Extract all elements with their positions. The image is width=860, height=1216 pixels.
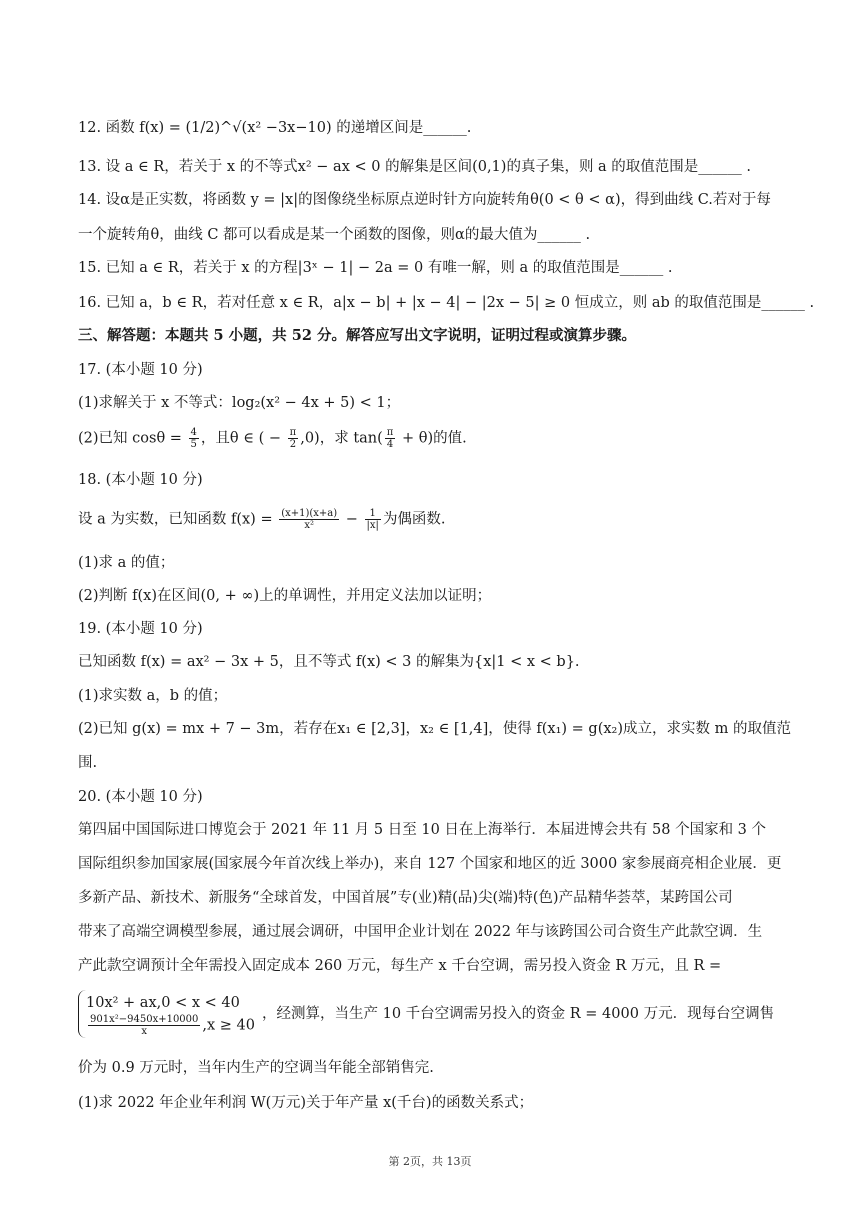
question-18-part-1: (1)求 a 的值； [78, 555, 175, 571]
question-19-part-1: (1)求实数 a，b 的值； [78, 688, 228, 704]
question-12: 12. 函数 f(x) = (1/2)^√(x² −3x−10) 的递增区间是______. [78, 120, 472, 136]
question-20-paragraph-3: 多新产品、新技术、新服务“全球首发，中国首展”专(业)精(品)尖(端)特(色)产品精华荟萃，某跨国公司 [78, 890, 733, 906]
piecewise-case-1: 10x² + ax,0 < x < 40 [86, 995, 240, 1011]
question-13: 13. 设 a ∈ R，若关于 x 的不等式x² − ax < 0 的解集是区间(0,1)的真子集，则 a 的取值范围是______ . [78, 159, 752, 175]
question-19-header: 19. (本小题 10 分) [78, 621, 203, 637]
question-17-header: 17. (本小题 10 分) [78, 362, 203, 378]
question-20-paragraph-7: 价为 0.9 万元时，当年内生产的空调当年能全部销售完. [78, 1060, 434, 1076]
fraction: $\frac{(x+1)(x+a)}{\text{x²}}$ [281, 508, 338, 531]
question-17-part-2: (2)已知 cosθ = $\frac{4}{5}$ ，且θ ∈ ( − $\frac{\pi}{2}$ ,0)，求 tan( $\frac{\pi}{4}$ + θ)的值. [78, 427, 467, 450]
question-19-stem: 已知函数 f(x) = ax² − 3x + 5，且不等式 f(x) < 3 的解集为{x|1 < x < b}. [78, 654, 580, 670]
question-18-stem: 设 a 为实数，已知函数 f(x) = $\frac{(x+1)(x+a)}{\text{x²}}$ − $\frac{1}{|x|}$ 为偶函数. [78, 508, 446, 531]
question-20-paragraph-2: 国际组织参加国家展(国家展今年首次线上举办)，来自 127 个国家和地区的近 3000 家参展商亮相企业展．更 [78, 856, 782, 872]
piecewise-followup: ，经测算，当生产 10 千台空调需另投入的资金 R = 4000 万元．现每台空调售 [262, 1006, 775, 1022]
section-3-heading: 三、解答题：本题共 5 小题，共 52 分。解答应写出文字说明，证明过程或演算步骤。 [78, 327, 636, 344]
question-19-part-2-line-1: (2)已知 g(x) = mx + 7 − 3m，若存在x₁ ∈ [2,3]，x₂ ∈ [1,4]，使得 f(x₁) = g(x₂)成立，求实数 m 的取值范 [78, 721, 791, 737]
question-14-line-2: 一个旋转角θ，曲线 C 都可以看成是某一个函数的图像，则α的最大值为______ . [78, 227, 591, 243]
question-17-part-1: (1)求解关于 x 不等式：log₂(x² − 4x + 5) < 1； [78, 395, 401, 411]
fraction: $\frac{1}{|x|}$ [366, 508, 379, 531]
question-19-part-2-line-2: 围. [78, 755, 98, 771]
question-18-header: 18. (本小题 10 分) [78, 472, 203, 488]
fraction: $\frac{4}{5}$ [190, 427, 197, 450]
page-footer: 第 2页，共 13页 [388, 1155, 472, 1168]
question-14-line-1: 14. 设α是正实数，将函数 y = |x|的图像绕坐标原点逆时针方向旋转角θ(0 < θ < α)，得到曲线 C.若对于每 [78, 192, 771, 208]
question-20-paragraph-5: 产此款空调预计全年需投入固定成本 260 万元，每生产 x 千台空调，需另投入资金 R 万元，且 R = [78, 958, 722, 974]
fraction: $\frac{\pi}{2}$ [289, 427, 297, 450]
fraction: $\frac{\text{901x²−9450x+10000}}{x}$ [90, 1014, 199, 1037]
question-15: 15. 已知 a ∈ R，若关于 x 的方程|3ˣ − 1| − 2a = 0 有唯一解，则 a 的取值范围是______ . [78, 260, 673, 276]
question-16: 16. 已知 a，b ∈ R，若对任意 x ∈ R，a|x − b| + |x − 4| − |2x − 5| ≥ 0 恒成立，则 ab 的取值范围是______ . [78, 295, 815, 311]
question-20-header: 20. (本小题 10 分) [78, 789, 203, 805]
question-18-part-2: (2)判断 f(x)在区间(0, + ∞)上的单调性，并用定义法加以证明； [78, 588, 492, 604]
question-20-paragraph-1: 第四届中国国际进口博览会于 2021 年 11 月 5 日至 10 日在上海举行．本届进博会共有 58 个国家和 3 个 [78, 822, 767, 838]
question-20-paragraph-4: 带来了高端空调模型参展，通过展会调研，中国甲企业计划在 2022 年与该跨国公司合资生产此款空调．生 [78, 924, 763, 940]
question-20-part-1: (1)求 2022 年企业年利润 W(万元)关于年产量 x(千台)的函数关系式； [78, 1095, 534, 1111]
fraction: $\frac{\pi}{4}$ [386, 427, 394, 450]
piecewise-case-2: $\frac{\text{901x²−9450x+10000}}{x}$ ,x ≥ 40 [90, 1014, 256, 1037]
